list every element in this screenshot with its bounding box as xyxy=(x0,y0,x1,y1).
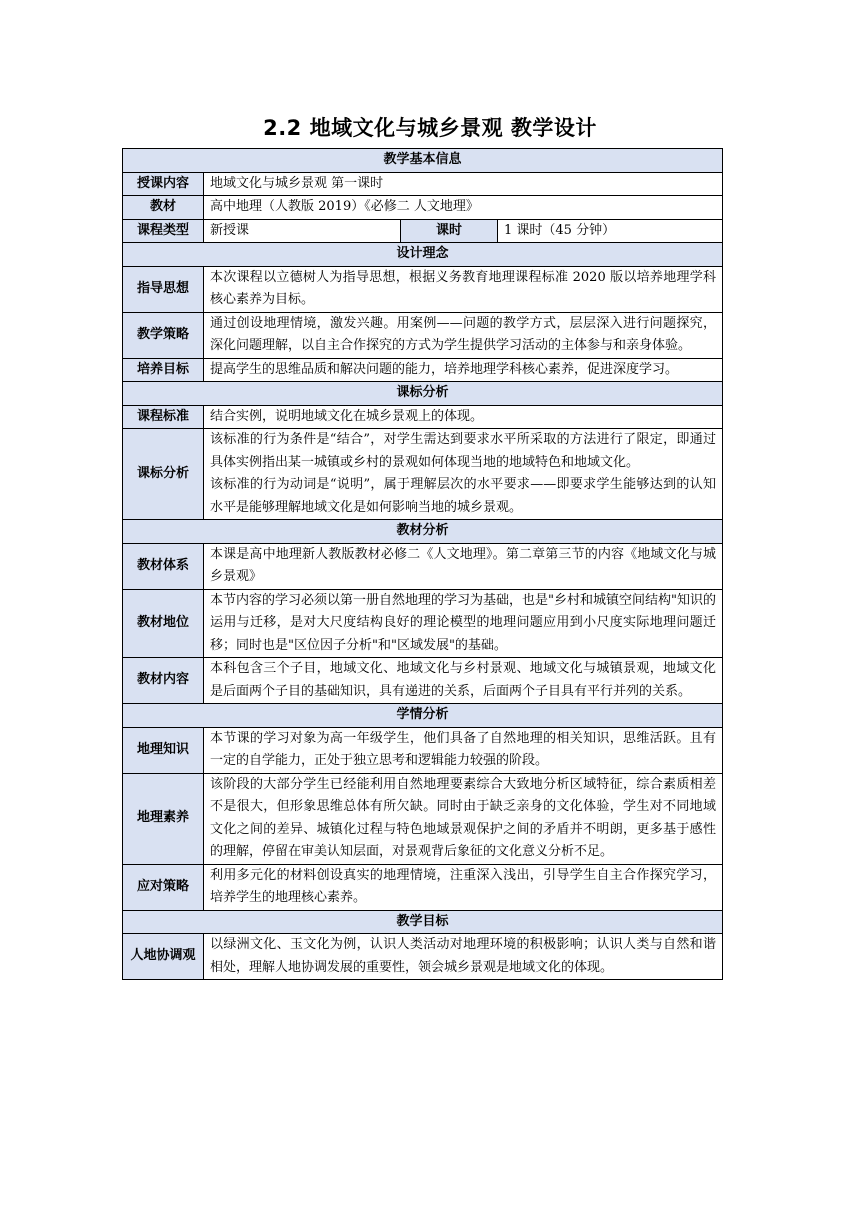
text-curriculum-standard: 结合实例，说明地域文化在城乡景观上的体现。 xyxy=(204,405,723,429)
label-teaching-strategy: 教学策略 xyxy=(123,312,204,358)
standard-analysis-paragraph: 该标准的行为条件是“结合”，对学生需达到要求水平所采取的方法进行了限定，即通过具体实例指出某一城镇或乡村的景观如何体现当地的地域特色和地域文化。 xyxy=(210,432,717,470)
section-row-textbook-analysis xyxy=(123,520,723,544)
row-teaching-strategy xyxy=(123,312,723,358)
text-standard-analysis xyxy=(204,429,723,520)
value-topic: 地域文化与城乡景观 第一课时 xyxy=(204,172,723,196)
section-header-textbook-analysis: 教材分析 xyxy=(123,520,723,544)
section-row-design-concept xyxy=(123,243,723,267)
row-textbook-position xyxy=(123,589,723,658)
section-row-teaching-goals xyxy=(123,910,723,934)
label-geo-literacy: 地理素养 xyxy=(123,773,204,864)
text-textbook-system: 本课是高中地理新人教版教材必修二《人文地理》。第二章第三节的内容《地域文化与城乡景观》 xyxy=(204,543,723,589)
text-teaching-strategy: 通过创设地理情境，激发兴趣。用案例——问题的教学方式，层层深入进行问题探究，深化问题理解，以自主合作探究的方式为学生提供学习活动的主体参与和亲身体验。 xyxy=(204,312,723,358)
text-geo-literacy: 该阶段的大部分学生已经能利用自然地理要素综合大致地分析区域特征，综合素质相差不是很大，但形象思维总体有所欠缺。同时由于缺乏亲身的文化体验，学生对不同地域文化之间的差异、城镇化过程与特色地域景观保护之间的矛盾并不明朗，更多基于感性的理解，停留在审美认知层面，对景观背后象征的文化意义分析不足。 xyxy=(204,773,723,864)
label-geo-knowledge: 地理知识 xyxy=(123,727,204,773)
section-row-basic-info xyxy=(123,149,723,173)
label-curriculum-standard: 课程标准 xyxy=(123,405,204,429)
text-cultivation-goal: 提高学生的思维品质和解决问题的能力，培养地理学科核心素养，促进深度学习。 xyxy=(204,358,723,382)
value-hours: 1 课时（45 分钟） xyxy=(498,219,723,243)
label-hours: 课时 xyxy=(401,219,498,243)
row-textbook-system xyxy=(123,543,723,589)
section-header-learner-analysis: 学情分析 xyxy=(123,704,723,728)
row-topic xyxy=(123,172,723,196)
row-standard-analysis xyxy=(123,429,723,520)
page-title: 2.2 地域文化与城乡景观 教学设计 xyxy=(263,116,597,140)
row-human-earth-harmony xyxy=(123,934,723,980)
text-guiding-thought: 本次课程以立德树人为指导思想，根据义务教育地理课程标准 2020 版以培养地理学科核心素养为目标。 xyxy=(204,266,723,312)
standard-analysis-paragraph: 该标准的行为动词是“说明”，属于理解层次的水平要求——即要求学生能够达到的认知水平是能够理解地域文化是如何影响当地的城乡景观。 xyxy=(210,477,717,515)
label-lesson-type: 课程类型 xyxy=(123,219,204,243)
section-header-teaching-goals: 教学目标 xyxy=(123,910,723,934)
text-textbook-content: 本科包含三个子目，地域文化、地域文化与乡村景观、地域文化与城镇景观，地域文化是后面两个子目的基础知识，具有递进的关系，后面两个子目具有平行并列的关系。 xyxy=(204,658,723,704)
text-geo-knowledge: 本节课的学习对象为高一年级学生，他们具备了自然地理的相关知识，思维活跃。且有一定的自学能力，正处于独立思考和逻辑能力较强的阶段。 xyxy=(204,727,723,773)
label-guiding-thought: 指导思想 xyxy=(123,266,204,312)
section-row-curriculum-analysis xyxy=(123,382,723,406)
row-curriculum-standard xyxy=(123,405,723,429)
row-guiding-thought xyxy=(123,266,723,312)
row-geo-knowledge xyxy=(123,727,723,773)
section-header-basic-info: 教学基本信息 xyxy=(123,149,723,173)
row-geo-literacy xyxy=(123,773,723,864)
label-coping-strategy: 应对策略 xyxy=(123,864,204,910)
label-textbook-position: 教材地位 xyxy=(123,589,204,658)
value-lesson-type: 新授课 xyxy=(204,219,401,243)
row-coping-strategy xyxy=(123,864,723,910)
row-lesson-type xyxy=(123,219,723,243)
row-textbook-content xyxy=(123,658,723,704)
lesson-plan-table xyxy=(122,148,723,980)
label-topic: 授课内容 xyxy=(123,172,204,196)
label-cultivation-goal: 培养目标 xyxy=(123,358,204,382)
label-textbook-system: 教材体系 xyxy=(123,543,204,589)
text-human-earth-harmony: 以绿洲文化、玉文化为例，认识人类活动对地理环境的积极影响；认识人类与自然和谐相处，理解人地协调发展的重要性，领会城乡景观是地域文化的体现。 xyxy=(204,934,723,980)
section-header-curriculum-analysis: 课标分析 xyxy=(123,382,723,406)
row-textbook xyxy=(123,196,723,220)
label-textbook: 教材 xyxy=(123,196,204,220)
section-header-design-concept: 设计理念 xyxy=(123,243,723,267)
row-cultivation-goal xyxy=(123,358,723,382)
text-coping-strategy: 利用多元化的材料创设真实的地理情境，注重深入浅出，引导学生自主合作探究学习，培养学生的地理核心素养。 xyxy=(204,864,723,910)
section-row-learner-analysis xyxy=(123,704,723,728)
text-textbook-position: 本节内容的学习必须以第一册自然地理的学习为基础，也是"乡村和城镇空间结构"知识的运用与迁移，是对大尺度结构良好的理论模型的地理问题应用到小尺度实际地理问题迁移；同时也是"区位因子分析"和"区域发展"的基础。 xyxy=(204,589,723,658)
label-human-earth-harmony: 人地协调观 xyxy=(123,934,204,980)
label-textbook-content: 教材内容 xyxy=(123,658,204,704)
label-standard-analysis: 课标分析 xyxy=(123,429,204,520)
value-textbook: 高中地理（人教版 2019）《必修二 人文地理》 xyxy=(204,196,723,220)
